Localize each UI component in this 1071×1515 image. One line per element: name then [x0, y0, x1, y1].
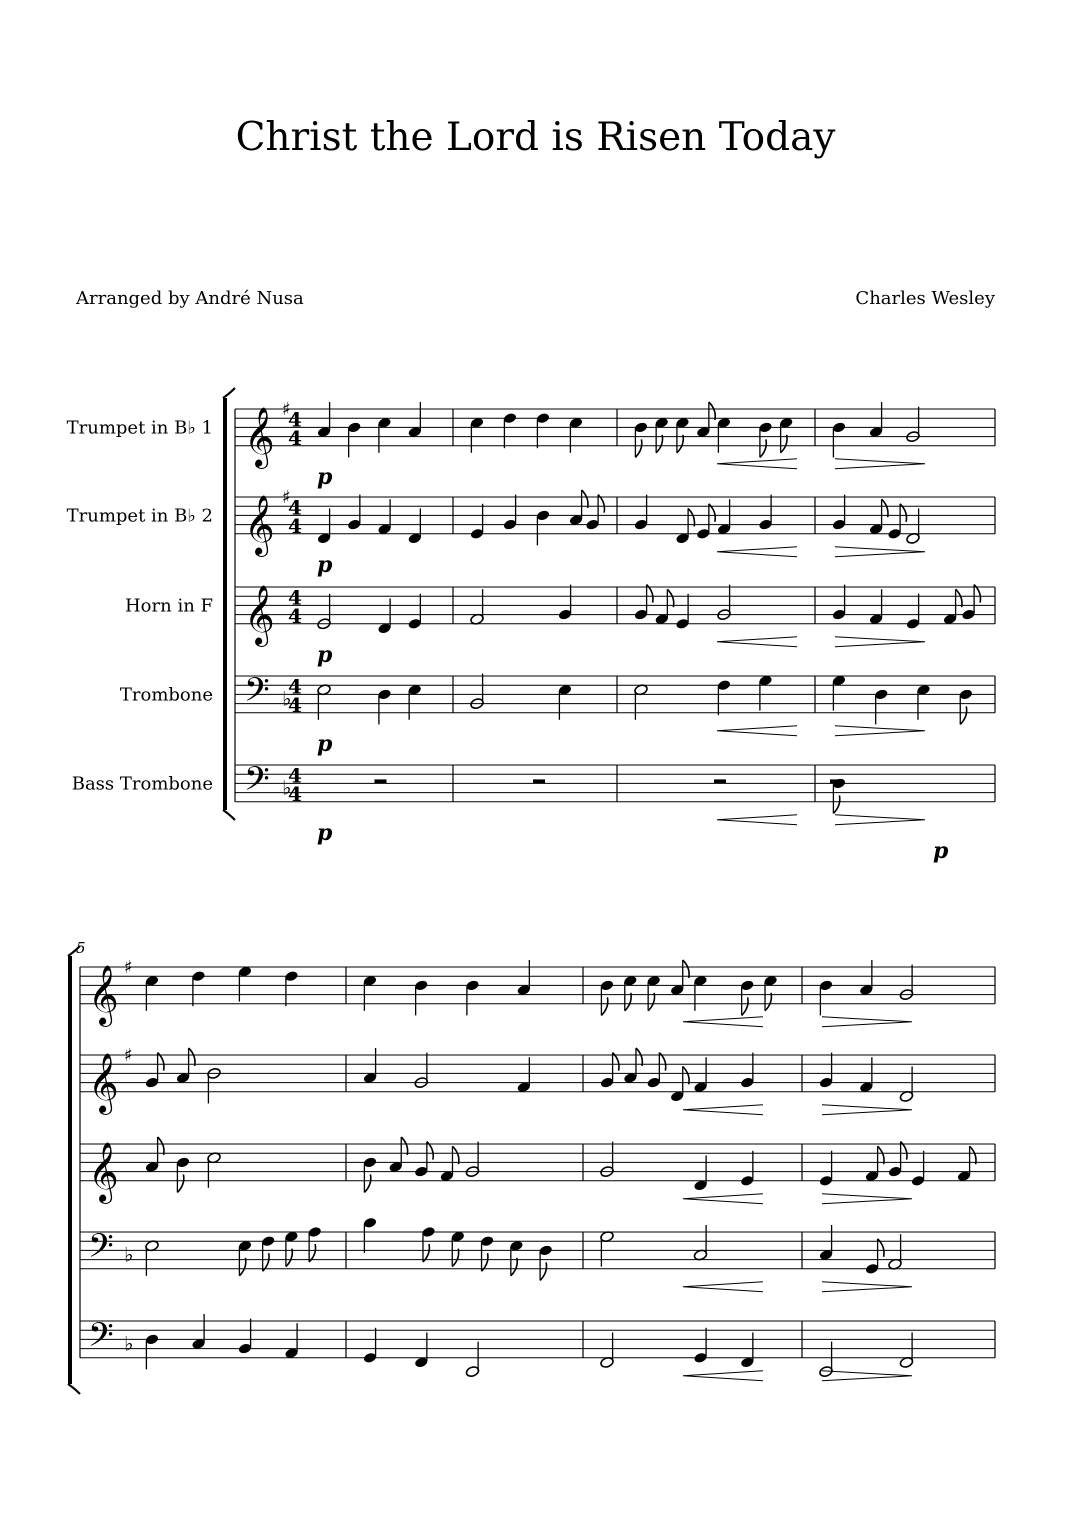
eighth-flag — [781, 435, 787, 453]
eighth-flag — [667, 589, 673, 607]
bass-clef-icon: 𝄢 — [244, 671, 270, 718]
eighth-flag — [452, 1249, 458, 1267]
time-signature-numerator: 4 — [288, 585, 302, 610]
system-bracket — [68, 956, 72, 1384]
eighth-flag — [636, 1048, 642, 1066]
sharp-key-signature: ♯ — [124, 1045, 133, 1066]
eighth-flag — [970, 1146, 976, 1164]
crescendo-hairpin — [683, 1105, 763, 1115]
system-bracket — [223, 398, 227, 810]
arranger-credit: Arranged by André Nusa — [76, 288, 304, 309]
flat-key-signature: ♭ — [282, 686, 292, 711]
flat-key-signature: ♭ — [124, 1242, 134, 1267]
treble-clef-icon: 𝄞 — [244, 406, 275, 467]
eighth-flag — [709, 402, 715, 420]
bass-clef-icon: 𝄢 — [244, 760, 270, 807]
eighth-flag — [364, 1174, 370, 1192]
eighth-flag — [582, 490, 588, 508]
treble-clef-icon: 𝄞 — [88, 1052, 119, 1113]
time-signature-denominator: 4 — [288, 692, 302, 717]
time-signature-denominator: 4 — [288, 781, 302, 806]
instrument-label: Bass Trombone — [71, 773, 213, 795]
bass-clef-icon: 𝄢 — [88, 1316, 114, 1363]
decrescendo-hairpin — [822, 1282, 912, 1292]
instrument-label: Trombone — [119, 684, 213, 706]
eighth-flag — [683, 1066, 689, 1084]
eighth-flag — [401, 1137, 407, 1155]
decrescendo-hairpin — [835, 726, 925, 736]
bass-clef-icon: 𝄢 — [88, 1227, 114, 1274]
eighth-flag — [452, 1146, 458, 1164]
dynamic-marking: p — [933, 837, 949, 864]
decrescendo-hairpin — [835, 547, 925, 557]
time-signature-numerator: 4 — [288, 763, 302, 788]
decrescendo-hairpin — [822, 1371, 912, 1381]
crescendo-hairpin — [717, 459, 797, 469]
bracket-bottom-hook — [68, 1384, 80, 1394]
eighth-flag — [688, 508, 694, 526]
dynamic-marking: p — [317, 819, 333, 846]
sharp-key-signature: ♯ — [282, 487, 291, 508]
time-signature-numerator: 4 — [288, 495, 302, 520]
decrescendo-hairpin — [835, 815, 925, 825]
eighth-flag — [540, 1262, 546, 1280]
eighth-flag — [677, 435, 683, 453]
half-rest — [533, 779, 545, 783]
eighth-flag — [635, 439, 641, 457]
crescendo-hairpin — [683, 1282, 763, 1292]
decrescendo-hairpin — [822, 1105, 912, 1115]
instrument-label: Trumpet in B♭ 2 — [66, 505, 213, 527]
dynamic-marking: p — [317, 551, 333, 578]
treble-clef-icon: 𝄞 — [244, 584, 275, 645]
eighth-flag — [656, 435, 662, 453]
crescendo-hairpin — [717, 815, 797, 825]
eighth-flag — [760, 439, 766, 457]
instrument-label: Horn in F — [124, 595, 213, 617]
eighth-flag — [286, 1249, 292, 1267]
treble-clef-icon: 𝄞 — [88, 1141, 119, 1202]
crescendo-hairpin — [683, 1017, 763, 1027]
measure-number: 5 — [76, 939, 86, 957]
crescendo-hairpin — [717, 637, 797, 647]
time-signature-denominator: 4 — [288, 603, 302, 628]
crescendo-hairpin — [683, 1194, 763, 1204]
eighth-flag — [648, 993, 654, 1011]
eighth-flag — [683, 960, 689, 978]
eighth-flag — [189, 1048, 195, 1066]
eighth-flag — [601, 997, 607, 1015]
decrescendo-hairpin — [822, 1194, 912, 1204]
treble-clef-icon: 𝄞 — [244, 494, 275, 555]
decrescendo-hairpin — [822, 1017, 912, 1027]
time-signature-denominator: 4 — [288, 513, 302, 538]
composer-credit: Charles Wesley — [855, 288, 995, 309]
bracket-bottom-hook — [223, 810, 235, 820]
flat-key-signature: ♭ — [282, 775, 292, 800]
bracket-top-hook — [223, 388, 235, 398]
crescendo-hairpin — [683, 1371, 763, 1381]
decrescendo-hairpin — [835, 637, 925, 647]
dynamic-marking: p — [317, 463, 333, 490]
sharp-key-signature: ♯ — [124, 957, 133, 978]
eighth-flag — [158, 1137, 164, 1155]
eighth-flag — [882, 499, 888, 517]
treble-clef-icon: 𝄞 — [88, 964, 119, 1025]
sharp-key-signature: ♯ — [282, 399, 291, 420]
eighth-flag — [765, 993, 771, 1011]
score-title: Christ the Lord is Risen Today — [235, 115, 836, 160]
time-signature-denominator: 4 — [288, 425, 302, 450]
eighth-flag — [742, 997, 748, 1015]
crescendo-hairpin — [717, 547, 797, 557]
eighth-flag — [177, 1174, 183, 1192]
half-rest — [714, 779, 726, 783]
eighth-flag — [960, 706, 966, 724]
eighth-flag — [511, 1258, 517, 1276]
time-signature-numerator: 4 — [288, 674, 302, 699]
eighth-flag — [833, 795, 839, 813]
eighth-flag — [239, 1258, 245, 1276]
eighth-flag — [625, 993, 631, 1011]
flat-key-signature: ♭ — [124, 1331, 134, 1356]
eighth-flag — [956, 589, 962, 607]
crescendo-hairpin — [717, 726, 797, 736]
time-signature-numerator: 4 — [288, 407, 302, 432]
eighth-flag — [878, 1146, 884, 1164]
half-rest — [830, 779, 842, 783]
instrument-label: Trumpet in B♭ 1 — [66, 417, 213, 439]
dynamic-marking: p — [317, 641, 333, 668]
dynamic-marking: p — [317, 730, 333, 757]
decrescendo-hairpin — [835, 459, 925, 469]
half-rest — [375, 779, 387, 783]
